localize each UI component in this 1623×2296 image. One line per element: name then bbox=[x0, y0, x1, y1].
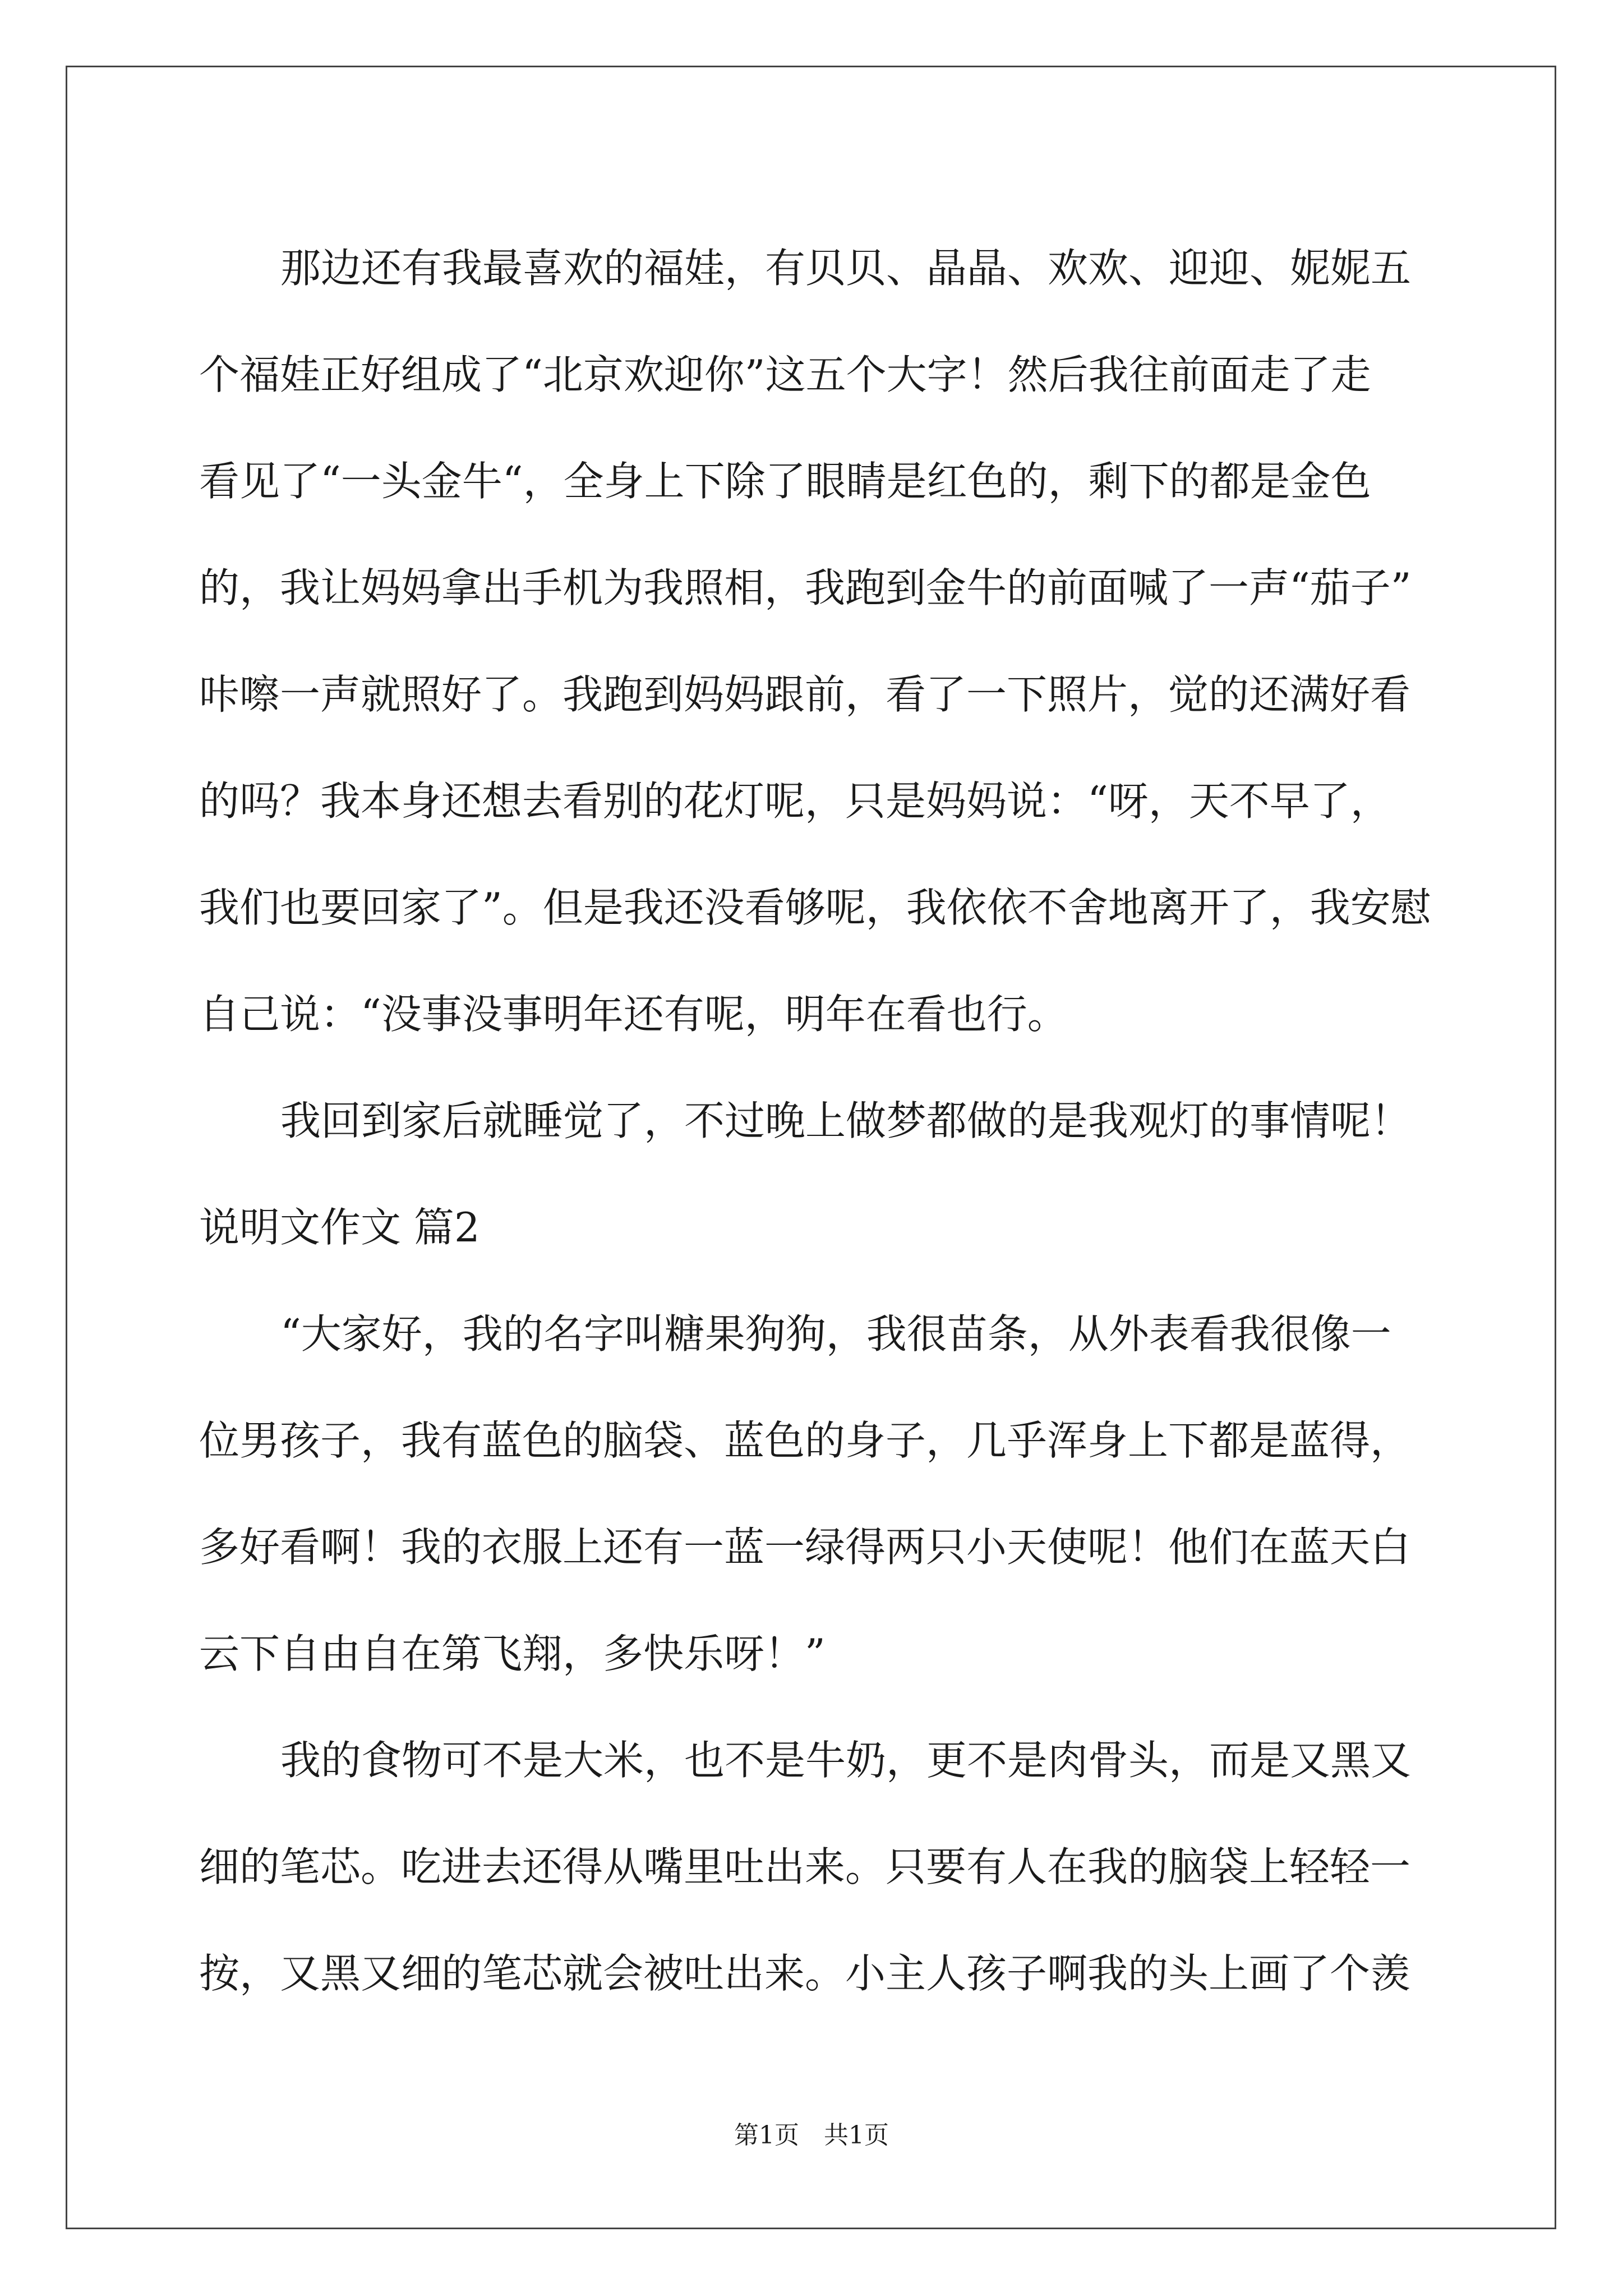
paragraph-line: 咔嚓一声就照好了。我跑到妈妈跟前，看了一下照片，觉的还满好看 bbox=[199, 671, 1411, 718]
paragraph-line: 的，我让妈妈拿出手机为我照相，我跑到金牛的前面喊了一声“茄子” bbox=[199, 564, 1412, 611]
paragraph-line: 个福娃正好组成了“北京欢迎你”这五个大字！然后我往前面走了走 bbox=[199, 351, 1371, 398]
paragraph-line: 自己说：“没事没事明年还有呢，明年在看也行。 bbox=[199, 991, 1068, 1038]
paragraph-line: 我们也要回家了”。但是我还没看够呢，我依依不舍地离开了，我安慰 bbox=[199, 884, 1431, 931]
paragraph-line: 按，又黑又细的笔芯就会被吐出来。小主人孩子啊我的头上画了个羡 bbox=[199, 1950, 1411, 1997]
paragraph-line: 那边还有我最喜欢的福娃，有贝贝、晶晶、欢欢、迎迎、妮妮五 bbox=[280, 245, 1412, 292]
page-number-total: 共1页 bbox=[824, 2121, 889, 2150]
section-heading: 说明文作文 篇2 bbox=[199, 1204, 480, 1251]
page-number-current: 第1页 bbox=[734, 2121, 799, 2150]
document-body bbox=[199, 215, 1433, 2027]
paragraph-line: 我的食物可不是大米，也不是牛奶，更不是肉骨头，而是又黑又 bbox=[280, 1737, 1412, 1784]
paragraph-line: 细的笔芯。吃进去还得从嘴里吐出来。只要有人在我的脑袋上轻轻一 bbox=[199, 1843, 1411, 1890]
paragraph-line: 多好看啊！我的衣服上还有一蓝一绿得两只小天使呢！他们在蓝天白 bbox=[199, 1524, 1411, 1571]
paragraph-line: “大家好，我的名字叫糖果狗狗，我很苗条，从外表看我很像一 bbox=[280, 1310, 1391, 1358]
paragraph-line: 云下自由自在第飞翔，多快乐呀！” bbox=[199, 1630, 826, 1677]
paragraph-line: 看见了“一头金牛“，全身上下除了眼睛是红色的，剩下的都是金色 bbox=[199, 458, 1371, 505]
paragraph-line: 我回到家后就睡觉了，不过晚上做梦都做的是我观灯的事情呢！ bbox=[280, 1097, 1412, 1144]
paragraph-line: 位男孩子，我有蓝色的脑袋、蓝色的身子，几乎浑身上下都是蓝得， bbox=[199, 1417, 1411, 1464]
page-footer bbox=[0, 2115, 1623, 2151]
paragraph-line: 的吗？我本身还想去看别的花灯呢，只是妈妈说：“呀，天不早了， bbox=[199, 777, 1391, 825]
